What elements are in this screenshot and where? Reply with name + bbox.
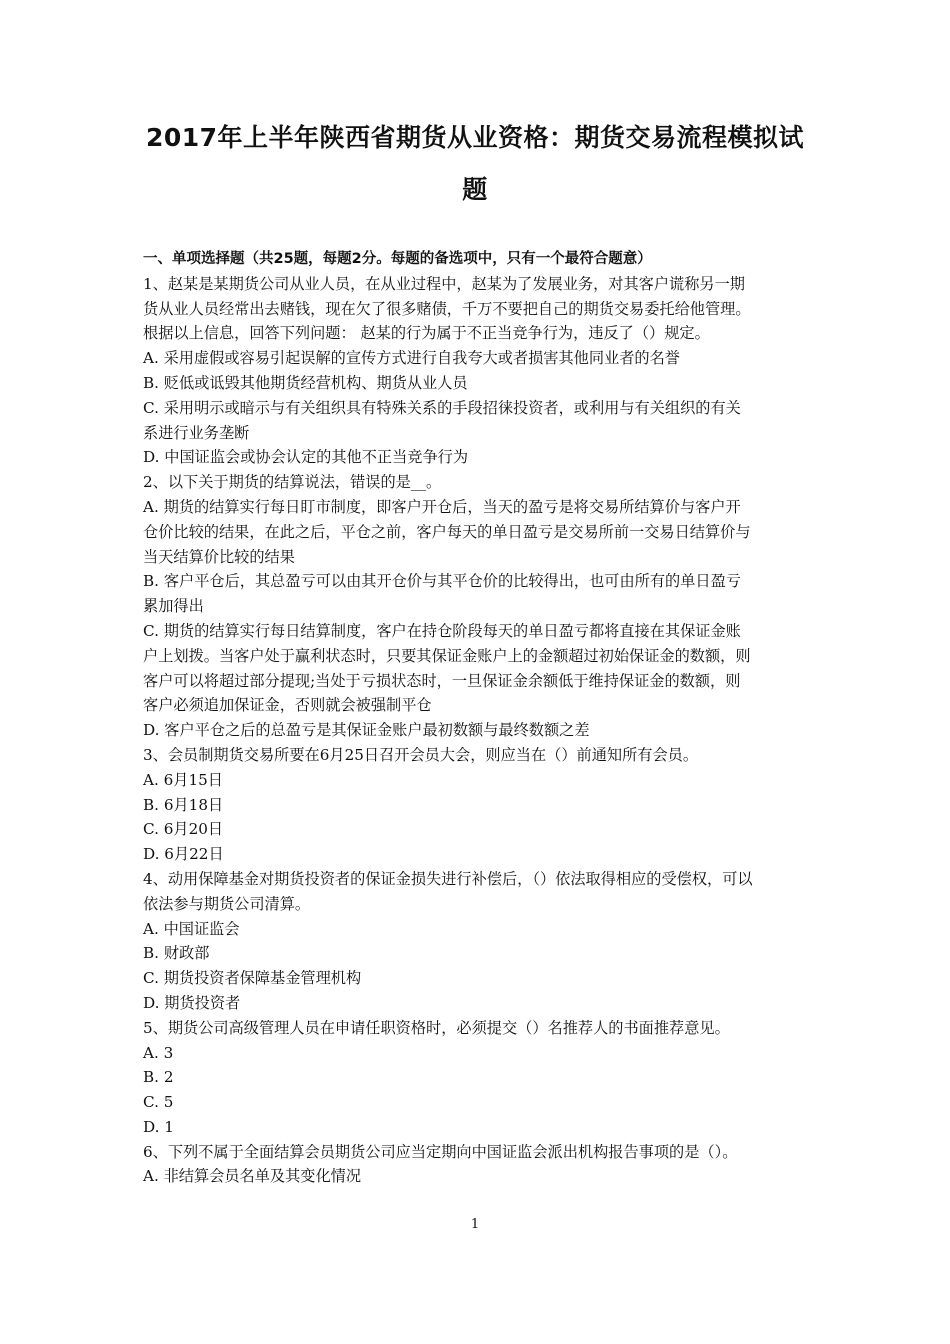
text-line: 2、以下关于期货的结算说法，错误的是__。 — [143, 473, 442, 492]
title-line-1: 2017年上半年陕西省期货从业资格：期货交易流程模拟试 — [145, 123, 805, 152]
text-line: 系进行业务垄断 — [143, 423, 250, 442]
question-lines — [143, 272, 811, 1189]
text-line: B. 贬低或诋毁其他期货经营机构、期货从业人员 — [143, 373, 468, 392]
text-line: D. 中国证监会或协会认定的其他不正当竞争行为 — [143, 448, 469, 467]
text-line: 6、下列不属于全面结算会员期货公司应当定期向中国证监会派出机构报告事项的是（）。 — [143, 1142, 738, 1161]
text-line: 1、赵某是某期货公司从业人员，在从业过程中，赵某为了发展业务，对其客户谎称另一期 — [143, 274, 745, 293]
text-line: A. 3 — [143, 1043, 174, 1062]
text-line: B. 6月18日 — [143, 795, 224, 814]
text-line: A. 6月15日 — [143, 770, 223, 789]
text-line: 根据以上信息，回答下列问题： 赵某的行为属于不正当竞争行为，违反了（）规定。 — [143, 324, 710, 343]
text-line: C. 采用明示或暗示与有关组织具有特殊关系的手段招徕投资者，或利用与有关组织的有关 — [143, 398, 741, 417]
text-line: A. 期货的结算实行每日盯市制度，即客户开仓后，当天的盈亏是将交易所结算价与客户开 — [143, 497, 741, 516]
text-line: 4、动用保障基金对期货投资者的保证金损失进行补偿后，（）依法取得相应的受偿权，可以 — [143, 869, 753, 888]
text-line: 户上划拨。当客户处于赢利状态时，只要其保证金账户上的金额超过初始保证金的数额，则 — [143, 646, 751, 665]
text-line: D. 期货投资者 — [143, 993, 241, 1012]
text-line: B. 财政部 — [143, 944, 210, 963]
section-heading: 一、单项选择题（共25题，每题2分。每题的备选项中，只有一个最符合题意） — [143, 251, 652, 267]
text-line: 5、期货公司高级管理人员在申请任职资格时，必须提交（）名推荐人的书面推荐意见。 — [143, 1018, 730, 1037]
text-line: A. 采用虚假或容易引起误解的宣传方式进行自我夸大或者损害其他同业者的名誉 — [143, 349, 680, 368]
text-line: 客户可以将超过部分提现;当处于亏损状态时，一旦保证金余额低于维持保证金的数额，则 — [143, 671, 741, 690]
text-line: 依法参与期货公司清算。 — [143, 894, 311, 913]
text-line: D. 客户平仓之后的总盈亏是其保证金账户最初数额与最终数额之差 — [143, 721, 590, 740]
text-line: D. 6月22日 — [143, 845, 224, 864]
text-line: C. 期货的结算实行每日结算制度，客户在持仓阶段每天的单日盈亏都将直接在其保证金账 — [143, 621, 741, 640]
text-line: A. 中国证监会 — [143, 919, 240, 938]
text-line: C. 5 — [143, 1093, 174, 1112]
title-line-2: 题 — [462, 175, 488, 204]
text-line: 客户必须追加保证金，否则就会被强制平仓 — [143, 696, 432, 715]
text-line: 累加得出 — [143, 597, 204, 616]
text-line: A. 非结算会员名单及其变化情况 — [143, 1167, 362, 1186]
text-line: B. 客户平仓后，其总盈亏可以由其开仓价与其平仓价的比较得出，也可由所有的单日盈亏 — [143, 572, 741, 591]
text-line: C. 6月20日 — [143, 820, 224, 839]
text-line: C. 期货投资者保障基金管理机构 — [143, 969, 362, 988]
text-line: 货从业人员经常出去赌钱，现在欠了很多赌债，千万不要把自己的期货交易委托给他管理。 — [143, 299, 751, 318]
document-body — [143, 247, 811, 1189]
text-line: D. 1 — [143, 1117, 174, 1136]
text-line: B. 2 — [143, 1068, 174, 1087]
text-line: 当天结算价比较的结果 — [143, 547, 295, 566]
text-line: 3、会员制期货交易所要在6月25日召开会员大会，则应当在（）前通知所有会员。 — [143, 745, 699, 764]
text-line: 仓价比较的结果，在此之后，平仓之前，客户每天的单日盈亏是交易所前一交易日结算价与 — [143, 522, 751, 541]
document-title — [120, 112, 830, 216]
page-number: 1 — [470, 1217, 480, 1232]
